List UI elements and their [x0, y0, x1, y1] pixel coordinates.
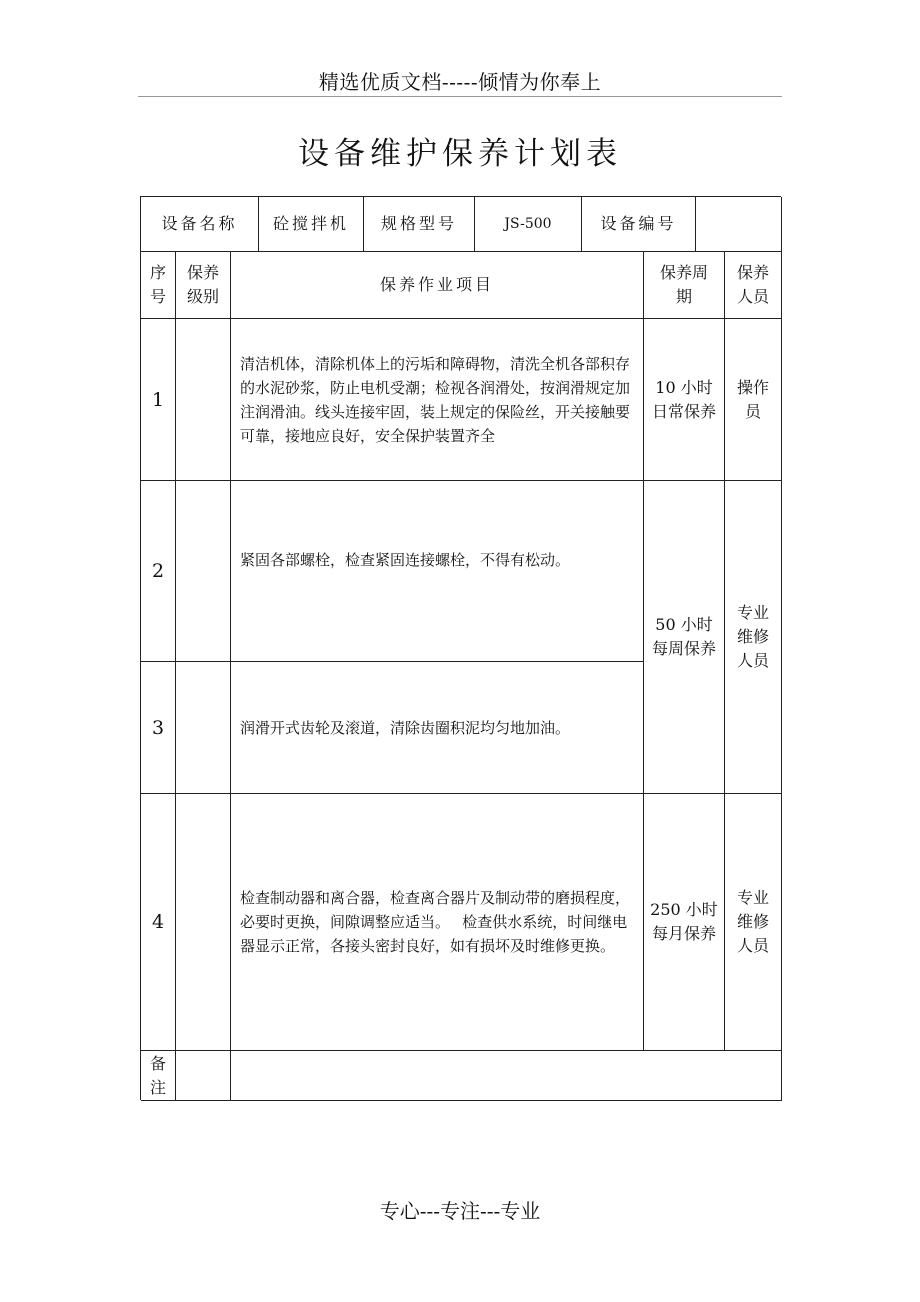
maintenance-plan-table: [140, 196, 781, 1100]
page-title: 设备维护保养计划表: [298, 136, 622, 172]
row-2-content: 紧固各部螺栓，检查紧固连接螺栓，不得有松动。: [231, 481, 644, 662]
row-1-staff: 操作 员: [725, 319, 782, 481]
row-2-seq: 2: [141, 481, 176, 662]
column-header-cycle: 保养周 期: [644, 252, 725, 319]
column-header-items: 保养作业项目: [231, 252, 644, 319]
row-2-level: [176, 481, 231, 662]
row-1-seq: 1: [141, 319, 176, 481]
row-1-content: 清洁机体，清除机体上的污垢和障碍物，清洗全机各部积存的水泥砂浆，防止电机受潮；检视各润滑处，按润滑规定加注润滑油。线头连接牢固，装上规定的保险丝，开关接触要可靠，接地应良好，安全保护装置齐全: [231, 319, 644, 481]
row-4-cycle: 250 小时 每月保养: [644, 794, 725, 1051]
row-4-level: [176, 794, 231, 1051]
page-footer: 专心---专注---专业: [379, 1199, 541, 1223]
row-1-level: [176, 319, 231, 481]
row-3-level: [176, 662, 231, 794]
row-4-content: 检查制动器和离合器，检查离合器片及制动带的磨损程度，必要时更换，间隙调整应适当。 检查供水系统，时间继电器显示正常，各接头密封良好，如有损坏及时维修更换。: [231, 794, 644, 1051]
row-4-seq: 4: [141, 794, 176, 1051]
header-divider: [138, 96, 782, 97]
equipment-id-value: [696, 197, 782, 252]
model-value: JS-500: [475, 197, 582, 252]
remarks-level: [176, 1051, 231, 1101]
column-header-staff: 保养 人员: [725, 252, 782, 319]
rows-2-3-staff: 专业 维修 人员: [725, 481, 782, 794]
column-header-level: 保养 级别: [176, 252, 231, 319]
rows-2-3-cycle: 50 小时 每周保养: [644, 481, 725, 794]
remarks-label: 备 注: [141, 1051, 176, 1101]
row-1-cycle: 10 小时 日常保养: [644, 319, 725, 481]
row-3-seq: 3: [141, 662, 176, 794]
equipment-id-label: 设备编号: [582, 197, 696, 252]
column-header-seq: 序 号: [141, 252, 176, 319]
equipment-name-value: 砼搅拌机: [259, 197, 364, 252]
remarks-content: [231, 1051, 782, 1101]
model-label: 规格型号: [364, 197, 475, 252]
row-4-staff: 专业 维修 人员: [725, 794, 782, 1051]
equipment-name-label: 设备名称: [141, 197, 259, 252]
row-3-content: 润滑开式齿轮及滚道，清除齿圈积泥均匀地加油。: [231, 662, 644, 794]
page-header: 精选优质文档-----倾情为你奉上: [318, 70, 602, 94]
